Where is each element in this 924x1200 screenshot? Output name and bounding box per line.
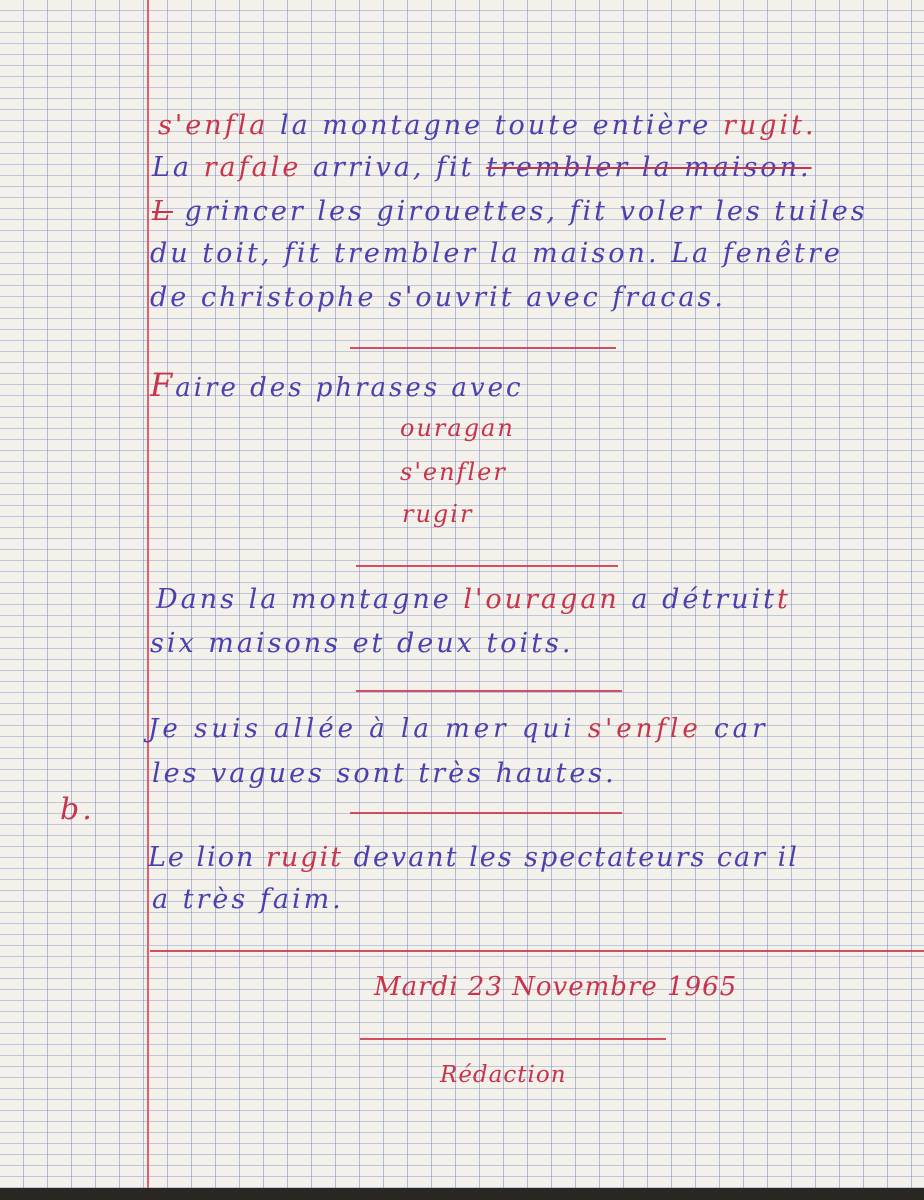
full-width-rule bbox=[150, 950, 924, 952]
instruction-text: aire des phrases avec bbox=[175, 373, 524, 403]
exercise-word-ouragan: ouragan bbox=[400, 414, 515, 442]
paragraph-line-3 bbox=[152, 196, 868, 227]
separator-rule-3 bbox=[356, 690, 622, 692]
text-grincer: grincer les girouettes, fit voler les tuiles bbox=[184, 196, 868, 227]
text-le-lion: Le lion bbox=[148, 842, 256, 873]
text-arriva: arriva, fit bbox=[312, 152, 475, 183]
text-la-montagne: la montagne toute entière bbox=[279, 110, 712, 141]
text-a-detruit: a détruit bbox=[631, 584, 777, 615]
separator-rule-1 bbox=[350, 347, 616, 349]
paragraph-line-1 bbox=[158, 110, 817, 141]
paragraph-line-4: du toit, fit trembler la maison. La fenêtre bbox=[150, 238, 843, 269]
word-louragan: l'ouragan bbox=[463, 584, 620, 615]
date-heading: Mardi 23 Novembre 1965 bbox=[374, 972, 738, 1002]
sentence-1-line-1 bbox=[156, 584, 791, 615]
exercise-instruction bbox=[150, 366, 524, 404]
struck-letter: L bbox=[152, 196, 173, 227]
exercise-word-rugir: rugir bbox=[402, 500, 474, 528]
separator-rule-4 bbox=[350, 812, 622, 814]
text-je-suis-allee: Je suis allée à la mer qui bbox=[148, 714, 576, 744]
word-rafale: rafale bbox=[203, 152, 302, 183]
word-senfle: s'enfle bbox=[587, 714, 702, 744]
margin-grade: b. bbox=[60, 792, 95, 827]
paragraph-line-2 bbox=[152, 152, 812, 183]
section-heading: Rédaction bbox=[440, 1062, 567, 1088]
sentence-2-line-1 bbox=[148, 714, 769, 744]
exercise-word-senfler: s'enfler bbox=[400, 458, 507, 486]
sentence-2-line-2: les vagues sont très hautes. bbox=[152, 758, 617, 789]
separator-rule-2 bbox=[356, 565, 618, 567]
word-rugit-2: rugit bbox=[266, 842, 344, 873]
date-underline bbox=[360, 1038, 666, 1040]
word-senfla: s'enfla bbox=[158, 110, 269, 141]
paragraph-line-5: de christophe s'ouvrit avec fracas. bbox=[150, 282, 726, 313]
text-dans-la-montagne: Dans la montagne bbox=[156, 584, 452, 615]
correction-t: t bbox=[776, 584, 791, 615]
page-bottom-edge bbox=[0, 1188, 924, 1200]
sentence-3-line-2: a très faim. bbox=[152, 884, 344, 915]
sentence-1-line-2: six maisons et deux toits. bbox=[150, 628, 574, 659]
sentence-3-line-1 bbox=[148, 842, 799, 873]
text-devant: devant les spectateurs car il bbox=[353, 842, 799, 873]
margin-line bbox=[147, 0, 149, 1188]
text-struck-trembler: trembler la maison. bbox=[486, 152, 812, 183]
text-car: car bbox=[714, 714, 769, 744]
word-rugit: rugit. bbox=[722, 110, 817, 141]
instruction-capital: F bbox=[150, 366, 176, 404]
word-la: La bbox=[152, 152, 193, 183]
